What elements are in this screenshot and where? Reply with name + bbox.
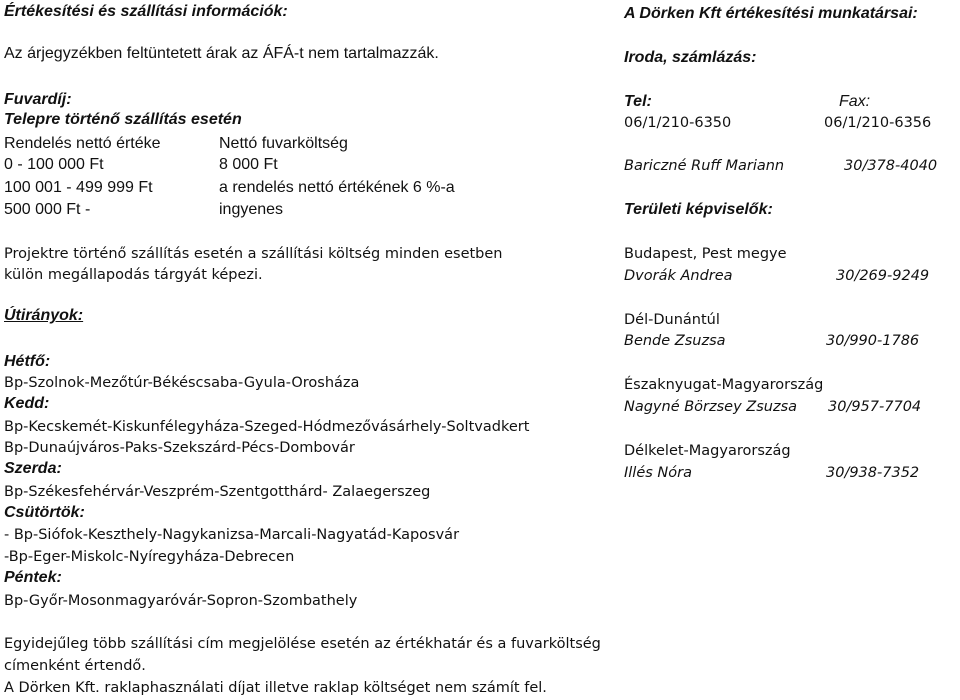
rep-region: Dél-Dunántúl	[624, 312, 720, 328]
route-line: - Bp-Siófok-Keszthely-Nagykanizsa-Marcali-Nagyatád-Kaposvár	[4, 527, 460, 543]
route-line: Bp-Szolnok-Mezőtúr-Békéscsaba-Gyula-Orosháza	[4, 375, 360, 391]
route-line: Bp-Székesfehérvár-Veszprém-Szentgotthárd- Zalaegerszeg	[4, 484, 431, 500]
rep-name: Bende Zsuzsa	[624, 333, 726, 349]
route-day: Szerda:	[4, 460, 62, 477]
rep-phone: 30/938-7352	[826, 465, 920, 481]
office-title: Iroda, számlázás:	[624, 49, 757, 66]
freight-row-range: 100 001 - 499 999 Ft	[4, 179, 153, 196]
rep-phone: 30/957-7704	[828, 399, 922, 415]
footer-line: Egyidejűleg több szállítási cím megjelölése esetén az értékhatár és a fuvarköltség	[4, 636, 601, 652]
freight-title: Fuvardíj:	[4, 91, 72, 108]
rep-phone: 30/990-1786	[826, 333, 920, 349]
route-line: Bp-Kecskemét-Kiskunfélegyháza-Szeged-Hódmezővásárhely-Soltvadkert	[4, 419, 530, 435]
office-person-phone: 30/378-4040	[844, 158, 938, 174]
rep-name: Dvorák Andrea	[624, 268, 733, 284]
route-line: Bp-Győr-Mosonmagyaróvár-Sopron-Szombathely	[4, 593, 358, 609]
route-day: Kedd:	[4, 395, 50, 412]
route-day: Péntek:	[4, 569, 62, 586]
rep-region: Délkelet-Magyarország	[624, 443, 791, 459]
rep-region: Északnyugat-Magyarország	[624, 377, 824, 393]
rep-region: Budapest, Pest megye	[624, 246, 787, 262]
route-line: -Bp-Eger-Miskolc-Nyíregyháza-Debrecen	[4, 549, 295, 565]
routes-title: Útirányok:	[4, 307, 84, 324]
freight-col2-header: Nettó fuvarköltség	[219, 135, 348, 152]
freight-row-range: 0 - 100 000 Ft	[4, 156, 104, 173]
footer-line: címenként értendő.	[4, 658, 146, 674]
staff-heading: A Dörken Kft értékesítési munkatársai:	[624, 5, 918, 22]
rep-name: Nagyné Börzsey Zsuzsa	[624, 399, 798, 415]
freight-col1-header: Rendelés nettó értéke	[4, 135, 161, 152]
freight-row-range: 500 000 Ft -	[4, 201, 91, 218]
freight-subtitle: Telepre történő szállítás esetén	[4, 111, 242, 128]
sales-info-heading: Értékesítési és szállítási információk:	[4, 3, 288, 20]
footer-line: A Dörken Kft. raklaphasználati díjat illetve raklap költséget nem számít fel.	[4, 680, 547, 696]
office-person-name: Bariczné Ruff Mariann	[624, 158, 785, 174]
route-day: Csütörtök:	[4, 504, 85, 521]
project-note-line: külön megállapodás tárgyát képezi.	[4, 267, 263, 283]
fax-value: 06/1/210-6356	[824, 115, 932, 131]
tel-value: 06/1/210-6350	[624, 115, 732, 131]
route-line: Bp-Dunaújváros-Paks-Szekszárd-Pécs-Dombovár	[4, 440, 355, 456]
rep-name: Illés Nóra	[624, 465, 692, 481]
fax-label: Fax:	[839, 93, 871, 110]
rep-phone: 30/269-9249	[836, 268, 930, 284]
freight-row-cost: ingyenes	[219, 201, 284, 218]
route-day: Hétfő:	[4, 353, 51, 370]
vat-note: Az árjegyzékben feltüntetett árak az ÁFÁ-t nem tartalmazzák.	[4, 45, 439, 62]
freight-row-cost: 8 000 Ft	[219, 156, 278, 173]
reps-title: Területi képviselők:	[624, 201, 773, 218]
project-note-line: Projektre történő szállítás esetén a szállítási költség minden esetben	[4, 246, 503, 262]
tel-label: Tel:	[624, 93, 652, 110]
freight-row-cost: a rendelés nettó értékének 6 %-a	[219, 179, 455, 196]
